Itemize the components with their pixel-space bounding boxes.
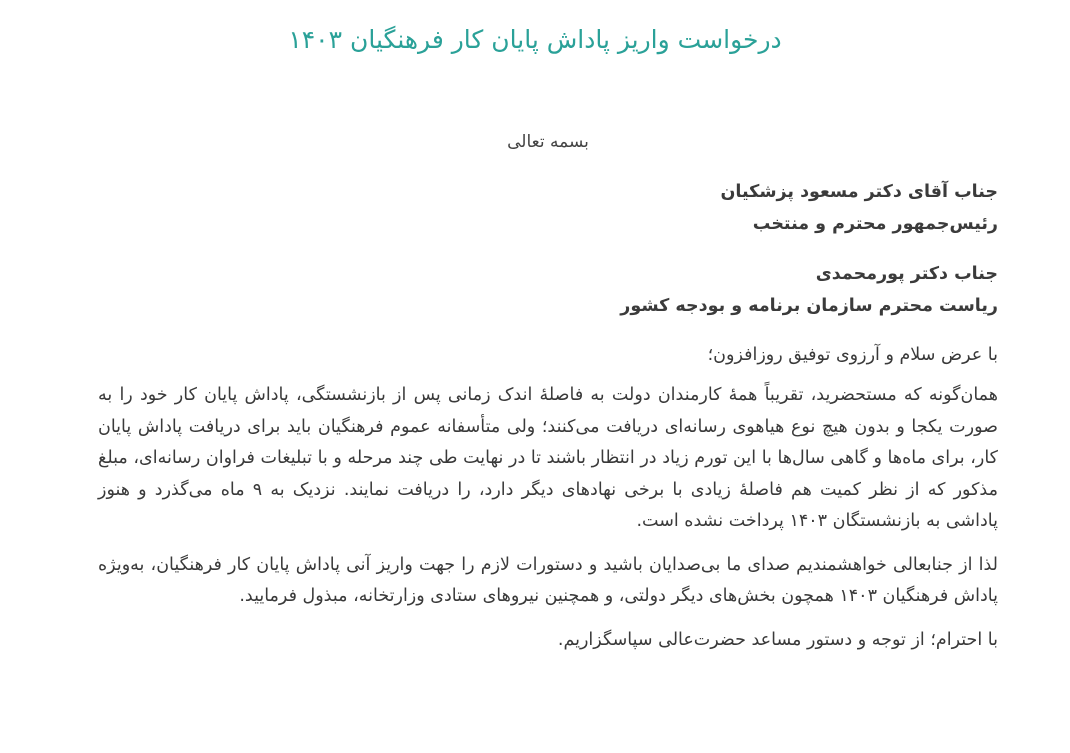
- addressee-name: جناب دکتر پورمحمدی: [815, 264, 998, 284]
- addressee-block-2: [98, 258, 998, 322]
- addressee-role: ریاست محترم سازمان برنامه و بودجه کشور: [620, 296, 998, 316]
- body-paragraph: لذا از جنابعالی خواهشمندیم صدای ما بی‌صدایان باشید و دستورات لازم را جهت واریز آنی پاداش پایان کار فرهنگیان، به‌ویژه پاداش فرهنگیان ۱۴۰۳ همچون بخش‌های دیگر دولتی، و همچنین نیروهای ستادی وزارتخانه، مبذول فرمایید.: [98, 554, 998, 606]
- addressee-role: رئیس‌جمهور محترم و منتخب: [752, 214, 998, 234]
- letter-body: [98, 128, 998, 655]
- body-paragraph: همان‌گونه که مستحضرید، تقریباً همهٔ کارمندان دولت به فاصلهٔ اندک زمانی پس از بازنشستگی، پاداش پایان کار خود را به صورت یکجا و بدون هیچ نوع هیاهوی رسانه‌ای دریافت می‌کنند؛ ولی متأسفانه عموم فرهنگیان باید برای دریافت پاداش پایان کار، برای ماه‌ها و گاهی سال‌ها با این تورم زیاد در انتظار باشند تا در نهایت طی چند مرحله و با تبلیغات فراوان رسانه‌ای، مبلغ مذکور که از نظر کمیت هم فاصلهٔ زیادی با برخی نهادهای دیگر دارد، را دریافت نمایند. نزدیک به ۹ ماه می‌گذرد و هنوز پاداشی به بازنشستگان ۱۴۰۳ پرداخت نشده است.: [98, 385, 998, 531]
- greeting: با عرض سلام و آرزوی توفیق روزافزون؛: [707, 345, 998, 365]
- closing-line: با احترام؛ از توجه و دستور مساعد حضرت‌عالی سپاسگزاریم.: [557, 629, 998, 650]
- addressee-block-1: [98, 176, 998, 240]
- page-title: درخواست واریز پاداش پایان کار فرهنگیان ۱۴۰۳: [288, 25, 782, 54]
- basmala: بسمه تعالی: [507, 132, 589, 152]
- addressee-name: جناب آقای دکتر مسعود پزشکیان: [720, 182, 998, 202]
